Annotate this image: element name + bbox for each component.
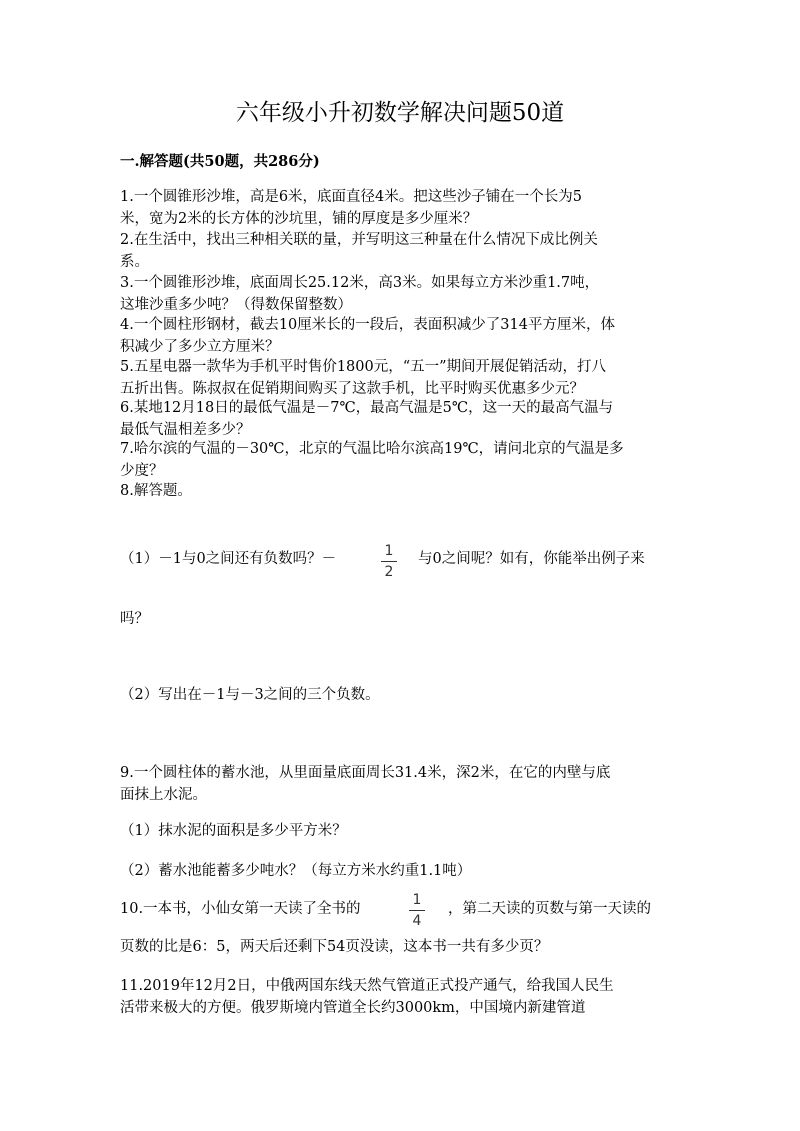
question-7-line-1: 7.哈尔滨的气温的－30℃，北京的气温比哈尔滨高19℃，请问北京的气温是多 (120, 441, 624, 457)
question-4 (120, 314, 688, 358)
question-3 (120, 272, 688, 316)
question-4-line-2: 积减少了多少立方厘米？ (120, 339, 280, 355)
question-9-part-1: （1）抹水泥的面积是多少平方米？ (120, 823, 347, 839)
section-heading: 一.解答题(共50题，共286分) (120, 153, 320, 170)
question-10-b: ，第二天读的页数与第一天读的 (448, 901, 651, 917)
question-8-part-2: （2）写出在－1与－3之间的三个负数。 (120, 687, 380, 703)
question-9 (120, 762, 688, 806)
question-11-line-2: 活带来极大的方便。俄罗斯境内管道全长约3000km，中国境内新建管道 (120, 1000, 586, 1016)
question-10-c: 页数的比是6：5，两天后还剩下54页没读，这本书一共有多少页？ (120, 939, 549, 955)
question-8-part-1-c: 吗？ (120, 611, 149, 627)
fraction-bar (381, 561, 397, 562)
question-9-line-2: 面抹上水泥。 (120, 787, 207, 803)
question-11-line-1: 11.2019年12月2日，中俄两国东线天然气管道正式投产通气，给我国人民生 (120, 978, 614, 994)
question-2-line-2: 系。 (120, 254, 149, 270)
question-11 (120, 975, 688, 1019)
question-3-line-1: 3.一个圆锥形沙堆，底面周长25.12米，高3米。如果每立方米沙重1.7吨， (120, 275, 600, 291)
question-5-line-2: 五折出售。陈叔叔在促销期间购买了这款手机，比平时购买优惠多少元？ (120, 381, 584, 397)
question-7-line-2: 少度？ (120, 463, 164, 479)
fraction-one-half (380, 543, 398, 580)
question-6-line-2: 最低气温相差多少？ (120, 422, 251, 438)
question-1 (120, 186, 688, 230)
question-8-part-1-a: （1）－1与0之间还有负数吗？－ (120, 551, 337, 567)
fraction-one-quarter (408, 892, 426, 929)
question-4-line-1: 4.一个圆柱形钢材，截去10厘米长的一段后，表面积减少了314平方厘米，体 (120, 317, 615, 333)
fraction-numerator: 1 (384, 543, 394, 559)
page-title: 六年级小升初数学解决问题50道 (235, 100, 565, 126)
question-1-line-2: 米，宽为2米的长方体的沙坑里，铺的厚度是多少厘米？ (120, 211, 478, 227)
fraction-denominator: 4 (412, 913, 422, 929)
question-8-line-1: 8.解答题。 (120, 483, 192, 499)
question-6-line-1: 6.某地12月18日的最低气温是－7℃，最高气温是5℃，这一天的最高气温与 (120, 400, 614, 416)
question-2-line-1: 2.在生活中，找出三种相关联的量，并写明这三种量在什么情况下成比例关 (120, 232, 598, 248)
question-8-part-1-b: 与0之间呢？如有，你能举出例子来 (418, 551, 645, 567)
question-8 (120, 480, 688, 502)
question-6 (120, 397, 688, 441)
question-3-line-2: 这堆沙重多少吨？（得数保留整数） (120, 297, 352, 313)
question-5-line-1: 5.五星电器一款华为手机平时售价1800元，“五一”期间开展促销活动，打八 (120, 359, 607, 375)
question-9-part-2: （2）蓄水池能蓄多少吨水？（每立方米水约重1.1吨） (120, 863, 472, 879)
fraction-denominator: 2 (384, 564, 394, 580)
question-1-line-1: 1.一个圆锥形沙堆，高是6米，底面直径4米。把这些沙子铺在一个长为5 (120, 189, 583, 205)
question-9-line-1: 9.一个圆柱体的蓄水池，从里面量底面周长31.4米，深2米，在它的内壁与底 (120, 765, 611, 781)
fraction-numerator: 1 (412, 892, 422, 908)
question-5 (120, 356, 688, 400)
question-7 (120, 438, 688, 482)
question-10-a: 10.一本书，小仙女第一天读了全书的 (120, 901, 361, 917)
question-2 (120, 229, 688, 273)
fraction-bar (409, 910, 425, 911)
